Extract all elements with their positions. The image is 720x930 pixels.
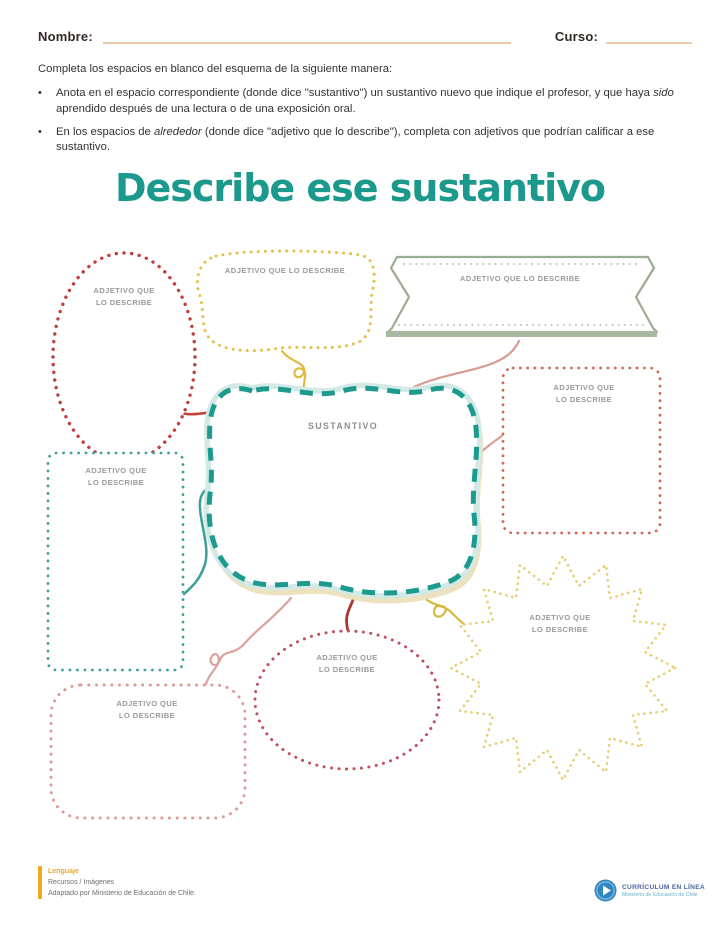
logo-texts (622, 884, 705, 898)
footer-resources: Recursos / Imágenes (48, 879, 115, 886)
label-rect-left-1: ADJETIVO QUE (85, 466, 147, 475)
label-square-right-1: ADJETIVO QUE (553, 383, 615, 392)
label-rect-bottom-left-2: LO DESCRIBE (118, 711, 176, 720)
label-blob-top: ADJETIVO QUE LO DESCRIBE (224, 266, 346, 275)
field-star-bottom-right[interactable] (451, 556, 675, 780)
bullet-2-pre: En los espacios de (56, 125, 154, 138)
bullet-2-post: (donde dice "adjetivo que lo describe"), completa con adjetivos que podrían calificar a ese sustantivo. (56, 125, 655, 153)
label-square-right-2: LO DESCRIBE (555, 395, 613, 404)
bullet-1-italic: sido (653, 87, 674, 100)
label-oval-bottom-1: ADJETIVO QUE (316, 653, 378, 662)
curriculum-logo[interactable] (594, 879, 705, 902)
bullet-1-post: aprendido después de una lectura o de una exposición oral. (56, 102, 356, 115)
instructions-intro: Completa los espacios en blanco del esquema de la siguiente manera: (38, 63, 393, 75)
field-center-sustantivo[interactable] (209, 388, 477, 593)
bullet-1-pre: Anota en el espacio correspondiente (donde dice "sustantivo") un sustantivo nuevo que indique el profesor, y que haya (56, 87, 654, 100)
label-banner: ADJETIVO QUE LO DESCRIBE (459, 274, 581, 283)
shapes (48, 251, 675, 818)
footer-credits (48, 866, 196, 899)
label-oval-bottom-2: LO DESCRIBE (318, 665, 376, 674)
field-oval-top-left[interactable] (53, 253, 195, 461)
logo-title: CURRÍCULUM EN LÍNEA (622, 883, 705, 891)
field-banner-top-right[interactable] (386, 257, 657, 337)
label-rect-left-2: LO DESCRIBE (87, 478, 145, 487)
worksheet-title: Describe ese sustantivo (114, 166, 606, 210)
field-square-right[interactable] (503, 368, 660, 533)
label-star-2: LO DESCRIBE (531, 625, 589, 634)
bullet-icon: • (38, 125, 42, 138)
bullet-icon: • (38, 87, 42, 100)
label-oval-top-left-1: ADJETIVO QUE (93, 286, 155, 295)
connector-center-to-left-rect (184, 489, 207, 594)
bullet-2-italic: alrededor (153, 125, 202, 138)
nombre-label: Nombre: (38, 29, 93, 44)
label-rect-bottom-left-1: ADJETIVO QUE (116, 699, 178, 708)
label-sustantivo: SUSTANTIVO (307, 421, 379, 431)
label-star-1: ADJETIVO QUE (529, 613, 591, 622)
field-oval-bottom[interactable] (255, 631, 439, 769)
footer-accent-bar (38, 866, 42, 899)
banner-outline[interactable] (388, 257, 657, 332)
footer-subject: Lenguaje (48, 868, 79, 875)
footer-credit-line: Adaptado por Ministerio de Educación de Chile. (48, 890, 196, 897)
logo-subtitle: Ministerio de Educación de Chile (622, 891, 698, 898)
banner-bottom-band (386, 331, 657, 337)
play-button-icon (594, 879, 617, 902)
curso-label: Curso: (554, 29, 598, 44)
label-oval-top-left-2: LO DESCRIBE (95, 298, 153, 307)
connector-center-to-bottom-oval (347, 600, 353, 631)
